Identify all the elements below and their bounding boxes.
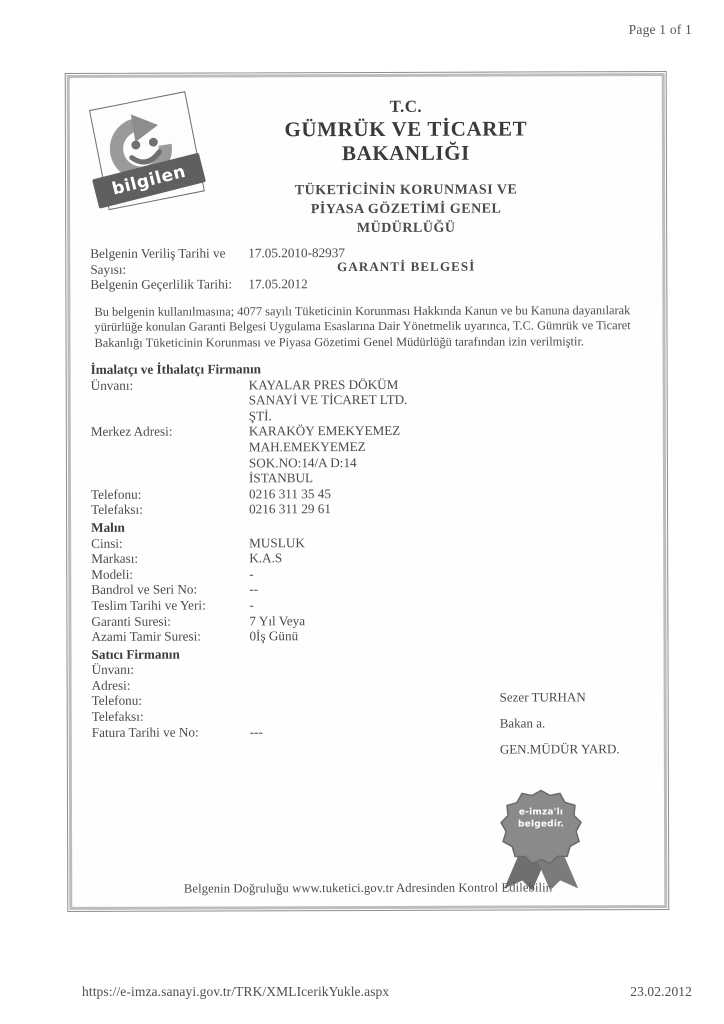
field-row	[91, 627, 651, 644]
seller-section-title: Satıcı Firmanın	[91, 646, 180, 662]
seal-line-2: belgedir.	[517, 819, 565, 830]
field-value: 7 Yıl Veya	[249, 612, 306, 628]
print-date: 23.02.2012	[630, 984, 692, 999]
product-section-title: Malın	[91, 519, 125, 535]
field-label: Teslim Tarihi ve Yeri:	[91, 597, 206, 613]
page-indicator: Page 1 of 1	[628, 22, 692, 37]
certificate-document	[65, 71, 670, 912]
field-label: Adresi:	[91, 677, 131, 693]
field-value: --	[249, 581, 259, 597]
logo-wordmark-text: bilgilen	[110, 161, 188, 200]
field-row	[91, 534, 651, 551]
field-value	[250, 660, 652, 661]
field-row	[91, 565, 651, 582]
field-label: Ünvanı:	[90, 377, 134, 393]
issue-date-value: 17.05.2010-82937	[248, 245, 345, 261]
certificate-body	[90, 244, 652, 740]
field-label: Ünvanı:	[91, 662, 135, 678]
field-value: MUSLUK	[249, 534, 305, 550]
field-label: Fatura Tarihi ve No:	[91, 724, 199, 740]
field-value: KAYALAR PRES DÖKÜM SANAYİ VE TİCARET LTD. ŞTİ.	[248, 376, 408, 424]
field-row	[91, 549, 651, 566]
field-value: 0216 311 29 61	[249, 501, 332, 517]
directorate-line-3: MÜDÜRLÜĞÜ	[356, 220, 456, 236]
manufacturer-section-title: İmalatçı ve İthalatçı Firmanın	[90, 361, 261, 377]
field-value	[250, 676, 652, 677]
field-label: Telefonu:	[90, 486, 142, 502]
issue-date-label: Belgenin Veriliş Tarihi ve Sayısı:	[90, 245, 226, 277]
field-label: Bandrol ve Seri No:	[91, 581, 198, 598]
field-label: Merkez Adresi:	[90, 423, 173, 440]
e-signature-seal	[486, 784, 596, 894]
field-label: Telefaksı:	[91, 502, 143, 518]
source-url: https://e-imza.sanayi.gov.tr/TRK/XMLIcerikYukle.aspx	[82, 984, 390, 999]
valid-date-row	[90, 275, 650, 292]
document-type-title: GARANTİ BELGESİ	[337, 258, 476, 274]
valid-date-label: Belgenin Geçerlilik Tarihi:	[90, 276, 233, 293]
signer-name: Sezer TURHAN	[499, 689, 586, 705]
republic-abbreviation: T.C.	[389, 96, 423, 116]
field-value: 0İş Günü	[249, 628, 299, 644]
directorate-line-2: PİYASA GÖZETİMİ GENEL	[310, 201, 502, 218]
field-value: -	[249, 566, 254, 582]
signer-on-behalf: Bakan a.	[499, 715, 546, 731]
signature-block	[500, 684, 670, 763]
legal-paragraph: Bu belgenin kullanılmasına; 4077 sayılı Tüketicinin Korunması Hakkında Kanun ve bu Kanuna dayanılarak yürürlüğe konulan Garanti Belgesi Uygulama Esaslarına Dair Yönetmelik uyarınca, T.C. Gümrük ve Ticaret Bakanlığı Tüketicinin Korunması ve Piyasa Gözetimi Genel Müdürlüğü tarafından izin verilmiştir.	[94, 302, 631, 350]
ministry-line-2: BAKANLIĞI	[341, 140, 470, 166]
directorate-line-1: TÜKETİCİNİN KORUNMASI VE	[294, 182, 518, 199]
field-value: ---	[249, 723, 263, 740]
issue-date-row	[90, 244, 650, 277]
field-row	[91, 612, 651, 629]
field-value: KARAKÖY EMEKYEMEZ MAH.EMEKYEMEZ SOK.NO:14/A D:14 İSTANBUL	[248, 423, 401, 486]
seal-badge-icon	[486, 784, 596, 894]
field-label: Garanti Suresi:	[91, 613, 171, 629]
field-row	[91, 485, 651, 502]
field-row	[91, 596, 651, 613]
signer-title: GEN.MÜDÜR YARD.	[499, 741, 620, 757]
field-value: K.A.S	[249, 550, 283, 566]
seal-line-1: e-imza'lı	[518, 807, 564, 818]
field-row	[91, 376, 651, 425]
field-label: Markası:	[91, 550, 139, 566]
field-row	[91, 580, 651, 597]
browser-print-footer	[0, 984, 724, 1006]
field-row	[92, 660, 652, 677]
field-value: -	[249, 597, 254, 613]
field-label: Telefaksı:	[91, 708, 144, 724]
field-row	[91, 422, 651, 486]
field-label: Modeli:	[91, 566, 134, 582]
field-row	[91, 500, 651, 517]
field-label: Azami Tamir Suresi:	[91, 628, 201, 644]
manufacturer-rows	[91, 376, 651, 518]
product-rows	[91, 534, 651, 645]
field-label: Telefonu:	[91, 693, 143, 709]
ministry-line-1: GÜMRÜK VE TİCARET	[284, 116, 528, 141]
verification-note: Belgenin Doğruluğu www.tuketici.gov.tr Adresinden Kontrol Edilebilir.	[183, 880, 553, 896]
field-label: Cinsi:	[91, 535, 123, 551]
valid-date-value: 17.05.2012	[248, 276, 308, 292]
field-value: 0216 311 35 45	[248, 485, 331, 502]
